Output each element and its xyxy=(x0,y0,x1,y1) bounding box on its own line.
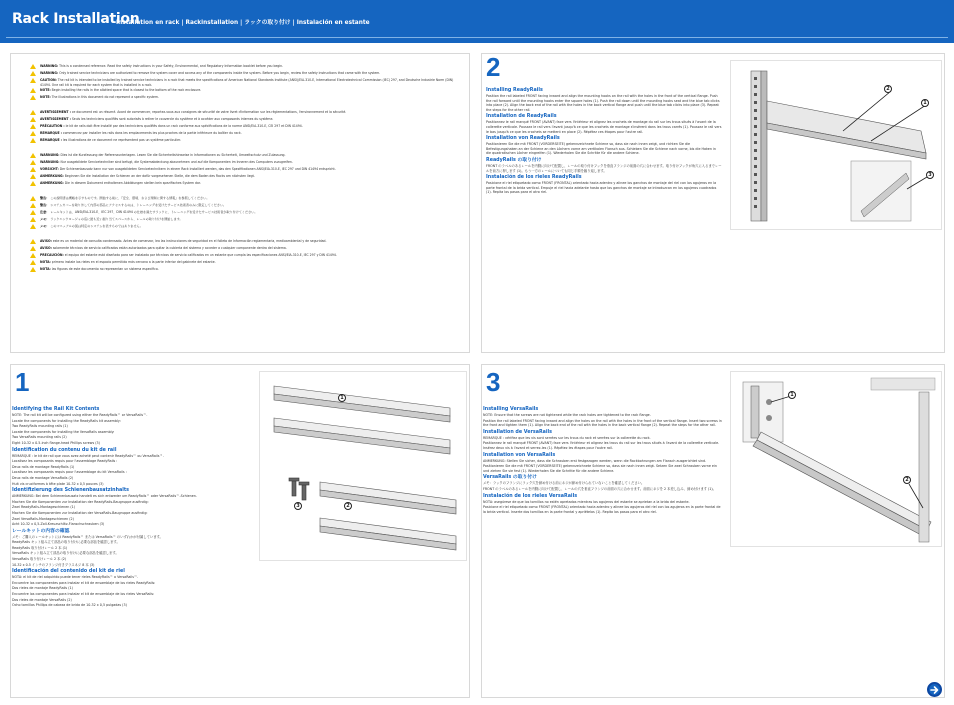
warning-triangle-icon xyxy=(29,64,38,70)
callout-2: 2 xyxy=(903,476,911,484)
rack-rail-drawing xyxy=(731,61,941,229)
section-paragraph: Zwei VersaRails-Montageschienen (2) xyxy=(12,516,74,521)
notice-text: primero instale los rieles en el espacio permitido más cercano a la parte inferior del gabinete del estante. xyxy=(51,260,216,264)
section-paragraph: Deux rails de montage VersaRails (2) xyxy=(12,475,74,480)
section-paragraph: VersaRails キット組み立て部品の取り付けに必要な部品を確認します。 xyxy=(12,551,119,556)
section-heading: Instalación de los rieles ReadyRails xyxy=(486,175,582,181)
notice-text: Der Schienenbausatz kann nur von ausgebildeten Servicetechnikern in einem Rack installiert werden, das den Spezifikationen ANSI/EIA-310-E, IEC 297 und DIN 41494 entspricht. xyxy=(59,167,336,171)
section-paragraph: ANMERKUNG: Stellen Sie sicher, dass die Schrauben erst festgezogen werden, wenn die Rackbohrungen am Flansch ausgerichtet sind. xyxy=(483,458,707,463)
warning-triangle-icon xyxy=(29,217,38,223)
section-paragraph: Dos rieles de montaje ReadyRails (1) xyxy=(12,586,73,591)
warning-triangle-icon xyxy=(29,203,38,209)
notice-text: The illustrations in this document do not represent a specific system. xyxy=(51,95,159,99)
notice-text: The rail kit is intended to be installed by trained service technicians in a rack that meets the specifications of American National Standards Institute (ANSI)/EIA-310-E, International Electrotechnical Commission (IEC) 297, and Deutsche Industrie Norm (DIN) 41494. One rail kit is required for each system that is installed in a rack. xyxy=(40,78,454,87)
notice-item xyxy=(29,260,461,266)
callout-3: 3 xyxy=(926,171,934,179)
notice-label: CAUTION: xyxy=(40,78,57,82)
warning-triangle-icon xyxy=(29,138,38,144)
notice-label: NOTA: xyxy=(40,260,51,264)
section-paragraph: ReadyRails 取り付けレール 2 本 (1) xyxy=(12,545,68,550)
notice-label: ANMERKUNG: xyxy=(40,181,64,185)
section-paragraph: Positionnez le rail marqué FRONT (AVANT) face vers l'intérieur et alignez les trous du rail sur les trous situés à l'avant de la collerette verticale. Insérez deux vis à l'avant et serrez-les (1). Répétez les étapes pour l'autre rail. xyxy=(483,441,720,450)
warning-triangle-icon xyxy=(29,131,38,137)
next-page-button[interactable] xyxy=(927,682,942,697)
rail-kit-drawing xyxy=(260,372,466,560)
step-3-panel xyxy=(481,364,945,698)
notice-text: ce document est un résumé. Avant de commencer, reportez-vous aux consignes de sécurité de votre livret d'information sur les réglementations, l'environnement et la sécurité. xyxy=(71,110,347,114)
notice-item xyxy=(29,160,461,166)
notice-text: ラックエンクロージャの底に最も近い割り当てスペースから、レールの取り付けを開始します。 xyxy=(50,217,183,221)
section-paragraph: ReadyRails キット組み立て部品の取り付けに必要な部品を確認します。 xyxy=(12,540,120,545)
step-3-instructions xyxy=(483,405,723,515)
section-paragraph: Two ReadyRails mounting rails (1) xyxy=(12,424,68,429)
notice-text: This is a condensed reference. Read the safety instructions in your Safety, Environmental, and Regulatory Information booklet before you begin. xyxy=(59,64,284,68)
notice-item xyxy=(29,181,461,187)
page-header xyxy=(0,0,954,43)
notice-label: WARNUNG: xyxy=(40,160,60,164)
warning-triangle-icon xyxy=(29,124,38,130)
notice-text: Begin installing the rails in the allotted space that is closest to the bottom of the rack enclosure. xyxy=(51,88,202,92)
section-paragraph: Zwei ReadyRails-Montageschienen (1) xyxy=(12,505,76,510)
notice-label: NOTE: xyxy=(40,95,51,99)
section-paragraph: Acht 10-32 x 0,5-Zoll-Kreuzschlitz-Flanschschrauben (3) xyxy=(12,522,105,527)
notice-item xyxy=(29,124,461,130)
notice-item xyxy=(29,110,461,116)
warning-triangle-icon xyxy=(29,95,38,101)
warning-triangle-icon xyxy=(29,260,38,266)
notice-label: 注意： xyxy=(40,210,50,214)
notice-label: WARNING: xyxy=(40,71,59,75)
section-heading: レールキットの内容の確認 xyxy=(12,528,70,534)
notice-text: Beginnen Sie die Installation der Schienen an der dafür vorgesehenen Stelle, die dem Boden des Racks am nächsten liegt. xyxy=(64,174,255,178)
section-heading: Installation de ReadyRails xyxy=(486,114,557,120)
notice-text: les illustrations de ce document ne représentent pas un système particulier. xyxy=(62,138,182,142)
notice-item xyxy=(29,210,461,216)
warning-triangle-icon xyxy=(29,196,38,202)
section-heading: Identificación del contenido del kit de riel xyxy=(12,569,125,575)
step-3-illustration xyxy=(730,371,942,547)
notice-item xyxy=(29,267,461,273)
section-heading: Identifying the Rail Kit Contents xyxy=(12,407,100,412)
section-paragraph: NOTE: The rail kit will be configured using either the ReadyRails™ or VersaRails™. xyxy=(12,413,148,417)
warning-triangle-icon xyxy=(29,246,38,252)
notice-label: メモ： xyxy=(40,217,50,221)
notice-text: システムカバーを取り外して内部の部品にアクセスするのは、トレーニングを受けたサービス技術者のみに限定してください。 xyxy=(50,203,227,207)
notice-text: Die in diesem Dokument enthaltenen Abbildungen stellen kein spezifisches System dar. xyxy=(64,181,201,185)
section-paragraph: REMARQUE : le kit de rail que vous avez acheté peut contenir ReadyRails™ ou VersaRails™. xyxy=(12,453,164,458)
callout-3: 3 xyxy=(294,502,302,510)
notice-group xyxy=(29,64,461,101)
notice-text: レールキットは、ANSI/EIA-310-E、IEC 297、DIN 41494 の仕様を満たすラックに、トレーニングを受けたサービス技術者が取り付けてください。 xyxy=(50,210,258,214)
notice-item xyxy=(29,246,461,252)
step-1-panel xyxy=(10,364,470,698)
section-paragraph: Localisez les composants requis pour l'assemblage ReadyRails : xyxy=(12,459,118,464)
notice-text: この説明書は概略を示すものです。開始する前に、『安全、環境、および規制に関する情報』を参照してください。 xyxy=(50,196,210,200)
section-paragraph: Positionnez le rail marqué FRONT (AVANT) face vers l'intérieur et alignez les crochets de montage du rail sur les trous situés à l'avant de la collerette verticale. Poussez le rail vers l'avant jusqu'à ce que les crochets de montage s'insèrent dans les trous carrés (1). Poussez le rail vers le bas jusqu'à ce que les crochets se mettent en place (2). Répétez ces étapes pour l'autre rail. xyxy=(486,120,722,134)
section-heading: Identification du contenu du kit de rail xyxy=(12,447,117,453)
callout-2: 2 xyxy=(344,502,352,510)
step-2-illustration xyxy=(730,60,942,230)
notice-item xyxy=(29,95,461,101)
callout-1: 1 xyxy=(921,99,929,107)
section-paragraph: Position the rail labeled FRONT facing inward and align the holes on the rail with the holes in the front of the vertical flange. Insert two screws in the front and tighten them (1). Align the back end of the rail with the holes in the back vertical flange (2). Repeat the steps for the other rail. xyxy=(483,418,722,428)
notice-group xyxy=(29,196,461,230)
notice-label: 警告： xyxy=(40,203,50,207)
notice-text: Dies ist die Kurzfassung der Referenzunterlagen. Lesen Sie die Sicherheitshinweise in Informationen zu Sicherheit, Umweltschutz und Zulassung. xyxy=(60,153,286,157)
notice-list xyxy=(29,64,461,282)
section-heading: Identifizierung des Schienenbausatzinhalts xyxy=(12,488,130,494)
section-paragraph: Encuentre los componentes para instalar el kit de ensamblaje de los rieles ReadyRails: xyxy=(12,580,156,585)
notice-label: AVERTISSEMENT : xyxy=(40,117,71,121)
warning-triangle-icon xyxy=(29,167,38,173)
notice-label: WARNUNG: xyxy=(40,153,60,157)
notice-text: le kit de rails doit être installé par des techniciens qualifiés dans un rack conforme aux spécifications de la norme ANSI/EIA-310-E, CEI 297 et DIN 41494. xyxy=(65,124,303,128)
notice-label: NOTA: xyxy=(40,267,51,271)
notice-item xyxy=(29,64,461,70)
section-paragraph: メモ：ご購入のレールキットには ReadyRails™ または VersaRails™ のいずれかが付属しています。 xyxy=(12,534,163,539)
notice-label: AVISO: xyxy=(40,246,52,250)
notice-item xyxy=(29,174,461,180)
notice-item xyxy=(29,88,461,94)
step-1-illustration xyxy=(259,371,467,561)
header-rule xyxy=(6,37,948,38)
notice-label: NOTE: xyxy=(40,88,51,92)
notice-item xyxy=(29,117,461,123)
callout-2: 2 xyxy=(884,85,892,93)
notice-item xyxy=(29,239,461,245)
warning-triangle-icon xyxy=(29,160,38,166)
warning-triangle-icon xyxy=(29,78,38,84)
section-paragraph: Positionieren Sie die mit FRONT (VORDERSEITE) gekennzeichnete Schiene so, dass sie nach innen zeigt, und richten Sie die Befestigungshaken an der Schiene an den Löchern vorne am vertikalen Flansch aus. Schieben Sie die Schiene nach vorne, bis die Haken in die quadratischen Löcher eingreifen (1). Wiederholen Sie die Schritte für die andere Schiene. xyxy=(486,142,716,156)
section-heading: Installation von ReadyRails xyxy=(486,136,560,142)
section-paragraph: ANMERKUNG: Bei dem Schienenbausatz handelt es sich entweder um ReadyRails™ oder VersaRails™-Schienen. xyxy=(12,494,197,499)
section-paragraph: FRONT のラベルのあるレールを内側に向けて配置し、レールの取り付けフックを垂直フランジの前面の穴に合わせます。取り付けフックが角穴に入るまでレールを前方に押します (1)。もう一方のレールについても同じ手順を繰り返します。 xyxy=(486,163,722,173)
warning-triangle-icon xyxy=(29,71,38,77)
section-heading: Instalación de los rieles VersaRails xyxy=(483,493,578,499)
step-number: 2 xyxy=(486,52,501,82)
section-paragraph: Huit vis cruciformes à tête plate 10-32 x 0,5 pouces (3) xyxy=(12,481,104,486)
section-heading: ReadyRails の取り付け xyxy=(486,157,542,163)
notice-group xyxy=(29,153,461,187)
section-paragraph: NOTA: asegúrese de que los tornillos no estén apretados mientras los agujeros del estante se aprietan a la brida del estante. xyxy=(483,499,690,504)
notice-item xyxy=(29,138,461,144)
notice-item xyxy=(29,203,461,209)
warning-triangle-icon xyxy=(29,153,38,159)
section-paragraph: FRONT のラベルのあるレールを内側に向けて配置し、レールの穴を垂直フランジの前面の穴に合わせます。前面にネジを 2 本差し込み、締め付けます (1)。 xyxy=(483,486,716,491)
section-paragraph: Position the rail labeled FRONT facing inward and align the mounting hooks on the rail with the holes in the front of the vertical flange. Push the rail forward until the mounting hooks enter the square holes (1). Push the rail down until the mounting hooks seat and the blue tab clicks into place (2). Align the back end of the rail with the holes in the back vertical flange and push until the blue tab clicks into place (3). Repeat the steps for the other rail. xyxy=(486,94,720,112)
section-paragraph: Ocho tornillos Phillips de cabeza de brida de 10-32 x 0,5 pulgadas (3) xyxy=(12,603,127,608)
notice-label: PRECAUCIÓN: xyxy=(40,253,64,257)
notice-label: ANMERKUNG: xyxy=(40,174,64,178)
notice-text: Nur ausgebildete Servicetechniker sind befugt, die Systemabdeckung abzunehmen und auf die Komponenten im Inneren des Computers zuzugreifen. xyxy=(60,160,293,164)
section-paragraph: Machen Sie die Komponenten zur Installation der ReadyRails-Baugruppe ausfindig: xyxy=(12,499,149,504)
notice-item xyxy=(29,253,461,259)
notice-text: el equipo del estante está diseñado para ser instalado por técnicos de servicio calificados en un estante que cumpla las especificaciones ANSI/EIA-310-E, IEC 297 y DIN 41494. xyxy=(64,253,337,257)
notice-item xyxy=(29,196,461,202)
callout-1: 1 xyxy=(788,391,796,399)
section-paragraph: Posicione el riel etiquetado como FRONT (FRONTAL) orientado hacia adentro y alinee los ganchos de montaje del riel con los agujeros en la parte frontal de la brida vertical. Empuje el riel hacia adelante hasta que los ganchos de montaje se introduzcan en los agujeros cuadrados (1). Repita los pasos para el otro riel. xyxy=(486,181,717,195)
notice-text: las figuras de este documento no representan un sistema específico. xyxy=(51,267,159,271)
section-heading: Installing ReadyRails xyxy=(486,88,543,93)
warning-triangle-icon xyxy=(29,181,38,187)
section-heading: VersaRails の取り付け xyxy=(483,475,537,481)
step-number: 1 xyxy=(15,367,30,397)
notice-item xyxy=(29,78,461,87)
section-paragraph: NOTE: Ensure that the screws are not tightened while the rack holes are tightened to the rack flange. xyxy=(483,413,651,417)
section-paragraph: Dos rieles de montaje VersaRails (2) xyxy=(12,597,72,602)
section-paragraph: Encuentre los componentes para instalar el kit de ensamblaje de los rieles VersaRails: xyxy=(12,592,155,597)
page-title: Rack Installation xyxy=(12,11,140,27)
section-paragraph: Locate the components for installing the VersaRails assembly: xyxy=(12,429,115,434)
warning-triangle-icon xyxy=(29,210,38,216)
section-paragraph: REMARQUE : vérifiez que les vis sont serrées sur les trous du rack et serrées sur la collerette du rack. xyxy=(483,435,651,440)
notice-label: REMARQUE : xyxy=(40,138,62,142)
section-paragraph: Localisez les composants requis pour l'assemblage du kit VersaRails : xyxy=(12,470,127,475)
notice-text: commencez par installer les rails dans les emplacements les plus proches de la partie inférieure du boîtier du rack. xyxy=(62,131,242,135)
notice-text: solamente técnicos de servicio calificados están autorizados para quitar la cubierta del sistema y acceder a cualquier componente dentro del sistema. xyxy=(52,246,287,250)
notice-label: REMARQUE : xyxy=(40,131,62,135)
notice-item xyxy=(29,71,461,77)
warning-triangle-icon xyxy=(29,267,38,273)
warning-triangle-icon xyxy=(29,174,38,180)
section-paragraph: Posicione el riel etiquetado como FRONT (FRONTAL) orientado hacia adentro y alinee los agujeros del riel con los agujeros en la parte frontal de la brida vertical. Inserte dos tornillos en la parte frontal y apriételos (1). Repita los pasos para el otro riel. xyxy=(483,505,721,514)
notice-label: メモ： xyxy=(40,224,50,228)
notice-item xyxy=(29,153,461,159)
warning-triangle-icon xyxy=(29,117,38,123)
section-paragraph: メモ：ラックのフランジにラック穴を締め付ける前にネジが締め付けられていないことを確認してください。 xyxy=(483,481,645,486)
step-number: 3 xyxy=(486,367,501,397)
section-paragraph: Locate the components for installing the ReadyRails kit assembly: xyxy=(12,418,121,423)
notice-item xyxy=(29,224,461,230)
notice-text: Seuls les techniciens qualifiés sont autorisés à retirer le couvercle du système et à accéder aux composants internes du système. xyxy=(71,117,274,121)
notices-panel xyxy=(10,53,470,353)
warning-triangle-icon xyxy=(29,239,38,245)
versarails-drawing xyxy=(731,372,941,546)
section-paragraph: Eight 10-32 x 0.5-inch flange-head Phillips screws (3) xyxy=(12,440,100,445)
notice-text: Only trained service technicians are authorized to remove the system cover and access any of the components inside the system. Before you begin, review the safety instructions that came with the system. xyxy=(59,71,381,75)
notice-label: AVERTISSEMENT : xyxy=(40,110,71,114)
section-heading: Installing VersaRails xyxy=(483,407,539,412)
notice-label: AVISO: xyxy=(40,239,52,243)
section-paragraph: Positionieren Sie die mit FRONT (VORDERSEITE) gekennzeichnete Schiene so, dass sie nach innen zeigt. Setzen Sie zwei Schrauben vorne ein und ziehen Sie sie fest (1). Wiederholen Sie die Schritte für die andere Schiene. xyxy=(483,464,717,473)
notice-item xyxy=(29,167,461,173)
section-paragraph: 10-32 x 0.5 インチのフランジ付きプラスネジ 8 本 (3) xyxy=(12,562,95,567)
step-2-instructions xyxy=(486,86,722,196)
section-paragraph: VersaRails 取り付けレール 2 本 (2) xyxy=(12,557,67,562)
section-paragraph: Machen Sie die Komponenten zur Installation der VersaRails-Baugruppe ausfindig: xyxy=(12,510,148,515)
callout-1: 1 xyxy=(338,394,346,402)
notice-label: VORSICHT: xyxy=(40,167,59,171)
notice-item xyxy=(29,131,461,137)
notice-label: PRÉCAUTION : xyxy=(40,124,65,128)
notice-text: este es un material de consulta condensado. Antes de comenzar, lea las instrucciones de seguridad en el folleto de Información reglamentaria, medioambiental y de seguridad. xyxy=(52,239,327,243)
arrow-right-icon xyxy=(930,685,940,695)
warning-triangle-icon xyxy=(29,253,38,259)
notice-text: このマニュアルの図は特定のシステムを表すものではありません。 xyxy=(50,224,143,228)
page-subtitle: Installation en rack | Rackinstallation | ラックの取り付け | Instalación en estante xyxy=(116,20,370,26)
warning-triangle-icon xyxy=(29,88,38,94)
notice-item xyxy=(29,217,461,223)
section-heading: Installation von VersaRails xyxy=(483,452,556,458)
notice-group xyxy=(29,110,461,144)
step-1-instructions xyxy=(12,405,252,609)
section-heading: Installation de VersaRails xyxy=(483,429,553,435)
notice-label: WARNING: xyxy=(40,64,59,68)
section-paragraph: Deux rails de montage ReadyRails (1) xyxy=(12,464,75,469)
notice-label: 警告： xyxy=(40,196,50,200)
step-2-panel xyxy=(481,53,945,353)
section-paragraph: Two VersaRails mounting rails (2) xyxy=(12,435,67,440)
warning-triangle-icon xyxy=(29,224,38,230)
warning-triangle-icon xyxy=(29,110,38,116)
notice-group xyxy=(29,239,461,273)
section-paragraph: NOTA: el kit de riel adquirido puede tener rieles ReadyRails™ o VersaRails™. xyxy=(12,575,139,580)
